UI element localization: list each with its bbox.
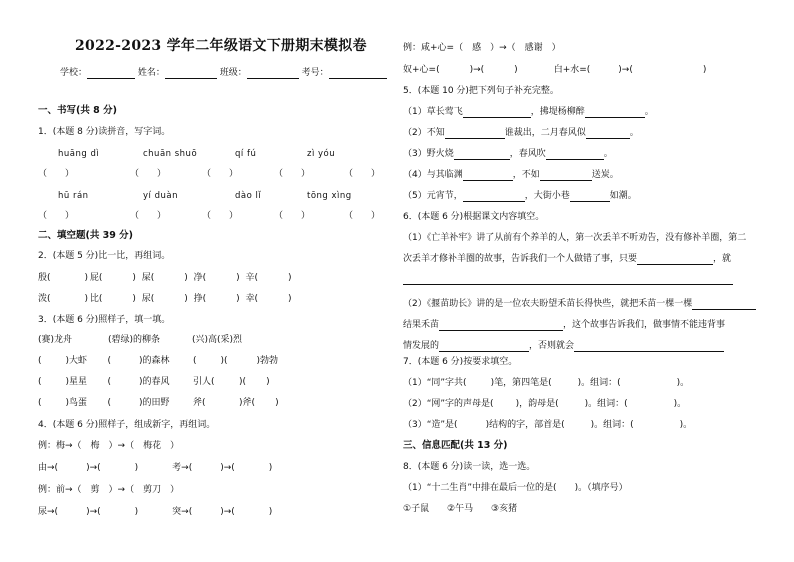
q6-text: ，否则就会 bbox=[529, 341, 575, 351]
blank[interactable] bbox=[692, 299, 756, 310]
q5-item-3 bbox=[403, 148, 613, 160]
q5-text: 谁裁出，二月春风似 bbox=[504, 128, 586, 138]
char-compare: 净( bbox=[193, 273, 207, 283]
blank[interactable] bbox=[570, 191, 610, 202]
q3-item: )大虾 bbox=[65, 356, 88, 366]
q6-text: 次丢羊才修补羊圈的故事，告诉我们一个人做错了事，只要 bbox=[403, 254, 638, 264]
q5-text: ，不如 bbox=[512, 170, 540, 180]
blank[interactable] bbox=[463, 170, 513, 181]
q7-text: )结构的字，部首是( bbox=[485, 420, 565, 430]
q7-item-3 bbox=[403, 419, 692, 431]
pinyin: yí duàn bbox=[143, 191, 178, 201]
blank[interactable] bbox=[586, 128, 630, 139]
blank[interactable] bbox=[546, 149, 604, 160]
q3-example-item: (兴)高(采)烈 bbox=[192, 335, 243, 345]
q7-text: （3）“造”是( bbox=[403, 420, 458, 430]
question-8: 8．(本题 6 分)读一读，选一选。 bbox=[403, 462, 536, 472]
q4-item: )→( bbox=[220, 463, 235, 473]
q4-item: 奴+心=( bbox=[403, 65, 440, 75]
q7-text: （2）“网”字的声母是( bbox=[403, 399, 494, 409]
blank[interactable] bbox=[454, 149, 510, 160]
q4-example-3: 例：咸+心=（ 感 ）→（ 感谢 ） bbox=[403, 43, 561, 53]
q5-text: ，大街小巷 bbox=[524, 191, 570, 201]
answer-bracket[interactable]: （ ） bbox=[202, 169, 239, 179]
q5-item-4 bbox=[403, 169, 619, 181]
q7-item-1 bbox=[403, 377, 689, 389]
pinyin: dào lǐ bbox=[235, 191, 262, 201]
q7-text: （1）“同”字共( bbox=[403, 378, 467, 388]
q4-item: 白+水=( bbox=[553, 65, 591, 75]
char-compare: 泼( bbox=[38, 294, 51, 304]
q6-text: ，这个故事告诉我们，做事情不能违背事 bbox=[563, 320, 726, 330]
section-3-header: 三、信息匹配(共 13 分) bbox=[403, 440, 508, 451]
blank[interactable] bbox=[439, 341, 529, 352]
question-7: 7．(本题 6 分)按要求填空。 bbox=[403, 357, 518, 367]
blank-line[interactable] bbox=[403, 274, 733, 285]
answer-brackets-row-2[interactable] bbox=[38, 210, 380, 222]
q5-text: （4）与其临渊 bbox=[403, 170, 463, 180]
option[interactable]: ③亥猪 bbox=[491, 504, 518, 514]
section-2-header: 二、填空题(共 39 分) bbox=[38, 230, 134, 241]
q5-text: （5）元宵节， bbox=[403, 191, 463, 201]
answer-bracket[interactable]: （ ） bbox=[344, 211, 381, 221]
pinyin: qí fú bbox=[235, 149, 257, 159]
school-field[interactable] bbox=[87, 68, 135, 79]
q7-text: )笔，第四笔是( bbox=[490, 378, 552, 388]
q4-item: )→( bbox=[220, 507, 235, 517]
q7-text: )，韵母是( bbox=[515, 399, 559, 409]
answer-bracket[interactable]: （ ） bbox=[130, 211, 167, 221]
question-3: 3．(本题 6 分)照样子，填一填。 bbox=[38, 315, 171, 325]
q6-text: （2）《揠苗助长》讲的是一位农夫盼望禾苗长得快些，就把禾苗一棵一棵 bbox=[403, 299, 693, 309]
q3-row-2: ( )星星 ( )的春风 引人( )( ) bbox=[38, 377, 270, 387]
q5-text: （2）不知 bbox=[403, 128, 445, 138]
class-label: 班级： bbox=[219, 68, 247, 78]
answer-bracket[interactable]: （ ） bbox=[344, 169, 381, 179]
blank[interactable] bbox=[585, 107, 645, 118]
name-field[interactable] bbox=[165, 68, 217, 79]
q6-text: 结果禾苗 bbox=[403, 320, 440, 330]
blank[interactable] bbox=[463, 191, 525, 202]
q5-item-2 bbox=[403, 127, 639, 139]
pinyin: tōng xìng bbox=[307, 191, 352, 201]
q3-item: )勃勃 bbox=[256, 356, 279, 366]
q4-row-3: 奴+心=( )→( ) 白+水=( )→( ) bbox=[403, 65, 707, 75]
q5-text: 送炭。 bbox=[591, 170, 619, 180]
blank[interactable] bbox=[439, 320, 563, 331]
q4-row-1: 由→( )→( ) 考→( )→( ) bbox=[38, 463, 273, 473]
question-2: 2．(本题 5 分)比一比，再组词。 bbox=[38, 251, 171, 261]
pinyin: hū rán bbox=[58, 191, 89, 201]
q5-text: ，拂堤杨柳醉 bbox=[530, 107, 585, 117]
q3-example-item: (碧绿)的柳条 bbox=[108, 335, 161, 345]
q4-item: 突→( bbox=[172, 507, 193, 517]
student-info-row bbox=[60, 67, 387, 79]
blank[interactable] bbox=[445, 128, 505, 139]
q4-example-1: 例：梅→（ 梅 ）→（ 梅花 ） bbox=[38, 441, 180, 451]
pinyin-row-1 bbox=[58, 148, 335, 160]
answer-bracket[interactable]: （ ） bbox=[274, 169, 311, 179]
q3-item: )的春风 bbox=[139, 377, 170, 387]
q7-text: )。 bbox=[679, 420, 693, 430]
char-compare: 比( bbox=[89, 294, 103, 304]
q3-item: )的森林 bbox=[139, 356, 170, 366]
q8-item-1: （1）“十二生肖”中排在最后一位的是( )。（填序号） bbox=[403, 483, 628, 493]
answer-bracket[interactable]: （ ） bbox=[130, 169, 167, 179]
answer-bracket[interactable]: （ ） bbox=[274, 211, 311, 221]
pinyin: huāng dì bbox=[58, 149, 100, 159]
char-compare: 殷( bbox=[38, 273, 51, 283]
q4-item: )→( bbox=[618, 65, 633, 75]
q4-item: 尿→( bbox=[38, 507, 59, 517]
q5-text: （3）野火烧 bbox=[403, 149, 454, 159]
blank[interactable] bbox=[637, 254, 713, 265]
q4-item: )→( bbox=[86, 463, 101, 473]
q5-text: 。 bbox=[644, 107, 654, 117]
q3-item: )斧( bbox=[239, 398, 256, 408]
blank[interactable] bbox=[574, 341, 724, 352]
number-label: 考号： bbox=[301, 68, 329, 78]
question-5: 5．(本题 10 分)把下列句子补充完整。 bbox=[403, 86, 559, 96]
q4-example-2: 例：前→（ 剪 ）→（ 剪刀 ） bbox=[38, 485, 180, 495]
class-field[interactable] bbox=[247, 68, 299, 79]
q7-item-2 bbox=[403, 398, 686, 410]
q7-text: )。组词：( bbox=[590, 420, 634, 430]
char-compare: 幸( bbox=[245, 294, 259, 304]
q5-text: （1）草长莺飞 bbox=[403, 107, 463, 117]
q7-text: )。组词：( bbox=[577, 378, 621, 388]
q6-text: ，就 bbox=[713, 254, 732, 264]
char-compare: 挣( bbox=[193, 294, 207, 304]
q4-item: 由→( bbox=[38, 463, 59, 473]
q3-item: 引人( bbox=[193, 377, 215, 387]
answer-bracket[interactable]: （ ） bbox=[38, 169, 75, 179]
q5-text: ，春风吹 bbox=[509, 149, 546, 159]
q3-example-item: (赛)龙舟 bbox=[38, 335, 73, 345]
q6-p1-line-2 bbox=[403, 253, 731, 265]
q6-p2-line-1 bbox=[403, 298, 756, 310]
option[interactable]: ①子鼠 bbox=[403, 504, 430, 514]
q5-item-5 bbox=[403, 190, 637, 202]
q3-example bbox=[38, 334, 242, 346]
q3-item: )的田野 bbox=[139, 398, 170, 408]
q5-text: 。 bbox=[629, 128, 639, 138]
exam-title: 2022-2023 学年二年级语文下册期末模拟卷 bbox=[75, 38, 367, 54]
section-1-header: 一、书写(共 8 分) bbox=[38, 105, 117, 116]
q6-p2-line-3 bbox=[403, 340, 724, 352]
question-4: 4．(本题 6 分)照样子，组成新字，再组词。 bbox=[38, 420, 216, 430]
q4-item: 考→( bbox=[172, 463, 193, 473]
q3-item: 斧( bbox=[193, 398, 206, 408]
answer-brackets-row-1[interactable] bbox=[38, 168, 380, 180]
question-6: 6．(本题 6 分)根据课文内容填空。 bbox=[403, 212, 545, 222]
q4-item: )→( bbox=[469, 65, 485, 75]
answer-bracket[interactable]: （ ） bbox=[38, 211, 75, 221]
q3-row-1: ( )大虾 ( )的森林 ( )( )勃勃 bbox=[38, 356, 279, 366]
q6-text: 情发展的 bbox=[403, 341, 440, 351]
q5-text: 如潮。 bbox=[609, 191, 637, 201]
q7-text: )。组词：( bbox=[584, 399, 628, 409]
q5-item-1 bbox=[403, 106, 654, 118]
q7-text: )。 bbox=[673, 399, 687, 409]
q2-row-2: 泼( ) 比( ) 尿( ) 挣( ) 幸( ) bbox=[38, 294, 292, 304]
char-compare: 屎( bbox=[141, 273, 155, 283]
char-compare: 辛( bbox=[245, 273, 259, 283]
q6-p2-line-2 bbox=[403, 319, 725, 331]
q7-text: )。 bbox=[676, 378, 690, 388]
q3-row-3: ( )鸟蛋 ( )的田野 斧( )斧( ) bbox=[38, 398, 279, 408]
name-label: 姓名： bbox=[137, 68, 165, 78]
pinyin: chuān shuō bbox=[143, 149, 198, 159]
q8-options bbox=[403, 503, 517, 515]
option[interactable]: ②午马 bbox=[447, 504, 474, 514]
answer-bracket[interactable]: （ ） bbox=[202, 211, 239, 221]
q2-row-1: 殷( ) 屁( ) 屎( ) 净( ) 辛( ) bbox=[38, 273, 292, 283]
q3-item: )( bbox=[220, 356, 228, 366]
q3-item: )( bbox=[239, 377, 247, 387]
school-label: 学校： bbox=[60, 68, 88, 78]
q3-item: )鸟蛋 bbox=[65, 398, 88, 408]
question-1: 1．(本题 8 分)读拼音，写字词。 bbox=[38, 127, 171, 137]
q5-text: 。 bbox=[603, 149, 613, 159]
pinyin: zì yóu bbox=[307, 149, 336, 159]
q4-row-2: 尿→( )→( ) 突→( )→( ) bbox=[38, 507, 273, 517]
q4-item: )→( bbox=[86, 507, 101, 517]
right-column bbox=[397, 0, 794, 562]
q6-p1-line-1: （1）《亡羊补牢》讲了从前有个养羊的人，第一次丢羊不听劝告，没有修补羊圈，第二 bbox=[403, 233, 747, 243]
number-field[interactable] bbox=[329, 68, 387, 79]
q3-item: )星星 bbox=[65, 377, 88, 387]
char-compare: 尿( bbox=[141, 294, 155, 304]
blank[interactable] bbox=[463, 107, 531, 118]
pinyin-row-2 bbox=[58, 190, 352, 202]
blank[interactable] bbox=[540, 170, 592, 181]
char-compare: 屁( bbox=[89, 273, 103, 283]
